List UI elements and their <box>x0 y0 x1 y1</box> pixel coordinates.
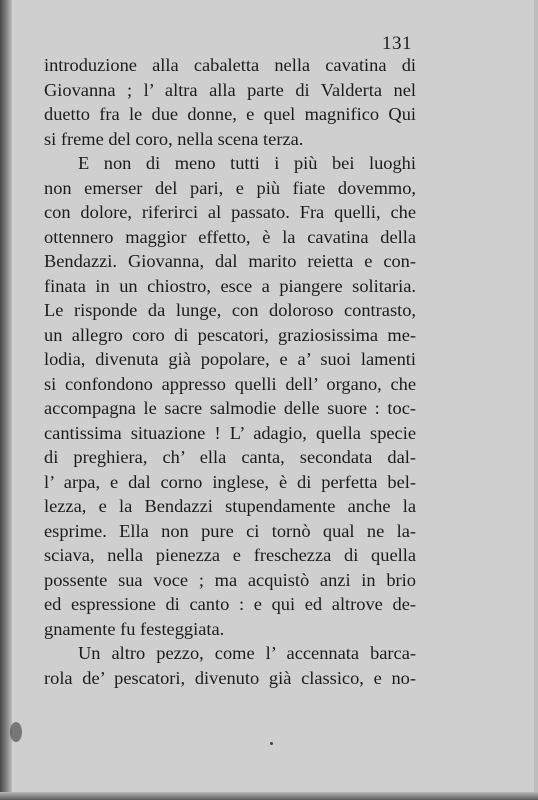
page-bottom-edge <box>0 792 538 800</box>
text-line: Giovanna ; l’ altra alla parte di Valderta nel <box>44 79 416 100</box>
book-spine-shadow <box>0 0 12 800</box>
text-line: un allegro coro di pescatori, graziosissima me- <box>44 324 416 345</box>
text-line: introduzione alla cabaletta nella cavatina di <box>44 55 416 75</box>
text-line: non emerser del pari, e più fiate dovemmo, <box>44 177 416 198</box>
text-line: ottennero maggior effetto, è la cavatina della <box>44 226 416 247</box>
text-line: ed espressione di canto : e qui ed altrove de- <box>44 594 416 614</box>
text-line: di preghiera, ch’ ella canta, secondata dal- <box>44 447 416 467</box>
text-line: gnamente fu festeggiata. <box>44 618 225 639</box>
text-line: Le risponde da lunge, con doloroso contrasto, <box>44 300 416 320</box>
ink-speck <box>270 742 273 745</box>
ink-smudge <box>10 722 22 742</box>
text-line: con dolore, riferirci al passato. Fra quelli, che <box>44 202 416 222</box>
text-line: lodia, divenuta già popolare, e a’ suoi lamenti <box>44 349 416 369</box>
text-line: E non di meno tutti i più bei luoghi <box>78 153 416 173</box>
body-text <box>44 53 416 690</box>
text-line: Un altro pezzo, come l’ accennata barca- <box>78 643 416 663</box>
text-line: si confondono appresso quelli dell’ organo, che <box>44 373 416 394</box>
text-line: finata in un chiostro, esce a piangere solitaria. <box>44 275 416 296</box>
text-line: lezza, e la Bendazzi stupendamente anche la <box>44 496 416 516</box>
text-line: rola de’ pescatori, divenuto già classico, e no- <box>44 667 416 688</box>
page-right-edge <box>534 0 538 800</box>
text-line: esprime. Ella non pure ci tornò qual ne la- <box>44 520 416 541</box>
text-line: si freme del coro, nella scena terza. <box>44 128 304 149</box>
text-line: sciava, nella pienezza e freschezza di quella <box>44 545 416 565</box>
page-number: 131 <box>382 33 412 54</box>
text-line: l’ arpa, e dal corno inglese, è di perfetta bel- <box>44 471 416 492</box>
text-line: possente sua voce ; ma acquistò anzi in brio <box>44 569 416 590</box>
text-line: Bendazzi. Giovanna, dal marito reietta e con- <box>44 251 416 271</box>
text-line: accompagna le sacre salmodie delle suore : toc- <box>44 398 416 418</box>
text-line: duetto fra le due donne, e quel magnifico Qui <box>44 104 416 124</box>
text-line: cantissima situazione ! L’ adagio, quella specie <box>44 422 416 443</box>
